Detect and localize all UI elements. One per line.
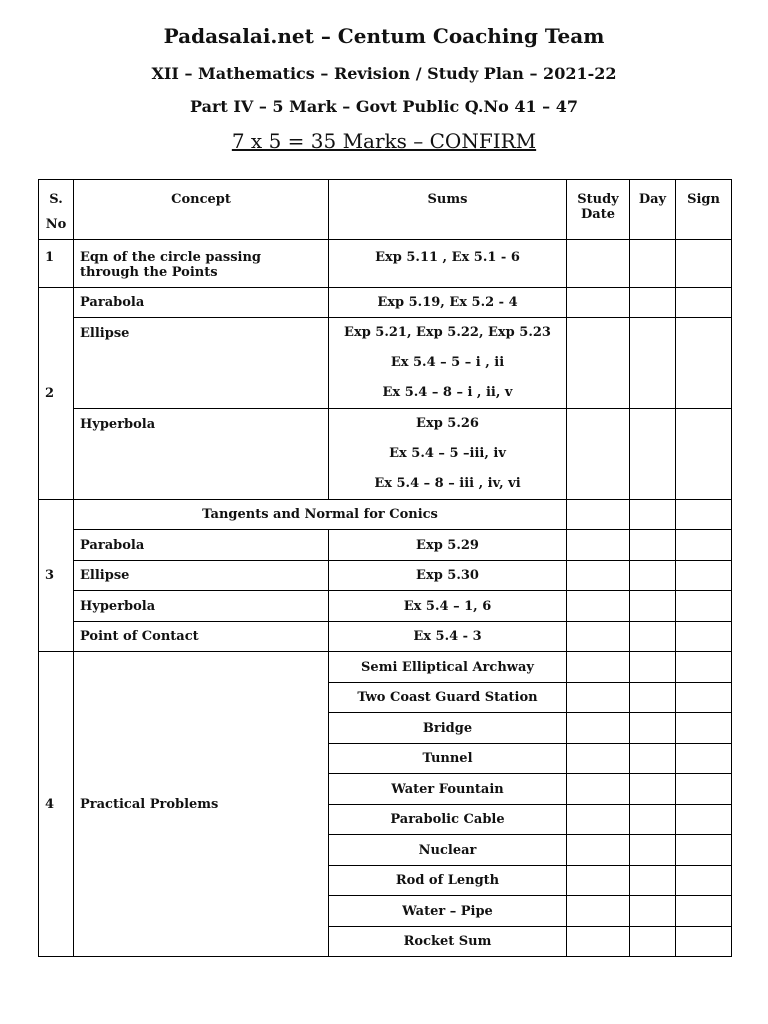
study-date-cell[interactable] bbox=[567, 744, 630, 774]
sign-cell[interactable] bbox=[676, 318, 732, 409]
page-title: Padasalai.net – Centum Coaching Team bbox=[163, 24, 605, 48]
table-header-row bbox=[39, 180, 732, 240]
row-sums: Exp 5.11 , Ex 5.1 - 6 bbox=[329, 240, 567, 288]
day-cell[interactable] bbox=[630, 240, 676, 288]
sign-cell[interactable] bbox=[676, 240, 732, 288]
day-cell[interactable] bbox=[630, 622, 676, 652]
study-date-cell[interactable] bbox=[567, 622, 630, 652]
study-date-cell[interactable] bbox=[567, 805, 630, 835]
row-concept: Practical Problems bbox=[74, 652, 329, 957]
header-study-date: Study Date bbox=[567, 180, 630, 240]
sign-cell[interactable] bbox=[676, 835, 732, 866]
day-cell[interactable] bbox=[630, 652, 676, 683]
study-date-cell[interactable] bbox=[567, 409, 630, 500]
row-sums: Semi Elliptical Archway bbox=[329, 652, 567, 683]
header-sno: S. No bbox=[39, 180, 74, 240]
sign-cell[interactable] bbox=[676, 500, 732, 530]
day-cell[interactable] bbox=[630, 318, 676, 409]
sign-cell[interactable] bbox=[676, 927, 732, 957]
day-cell[interactable] bbox=[630, 896, 676, 927]
sign-cell[interactable] bbox=[676, 622, 732, 652]
sign-cell[interactable] bbox=[676, 530, 732, 561]
row-concept: Ellipse bbox=[74, 561, 329, 591]
row-concept: Parabola bbox=[74, 288, 329, 318]
study-date-cell[interactable] bbox=[567, 866, 630, 896]
sign-cell[interactable] bbox=[676, 744, 732, 774]
page-subtitle: XII – Mathematics – Revision / Study Plan – 2021-22 bbox=[151, 64, 617, 83]
table-row bbox=[39, 652, 732, 683]
study-date-cell[interactable] bbox=[567, 288, 630, 318]
study-date-cell[interactable] bbox=[567, 240, 630, 288]
sign-cell[interactable] bbox=[676, 409, 732, 500]
day-cell[interactable] bbox=[630, 683, 676, 713]
table-row bbox=[39, 500, 732, 530]
row-concept: Eqn of the circle passing through the Points bbox=[74, 240, 329, 288]
row-concept: Hyperbola bbox=[74, 591, 329, 622]
sign-cell[interactable] bbox=[676, 561, 732, 591]
row-sums: Exp 5.19, Ex 5.2 - 4 bbox=[329, 288, 567, 318]
table-row bbox=[39, 561, 732, 591]
study-date-cell[interactable] bbox=[567, 774, 630, 805]
study-date-cell[interactable] bbox=[567, 683, 630, 713]
row-sums: Two Coast Guard Station bbox=[329, 683, 567, 713]
marks-heading: 7 x 5 = 35 Marks – CONFIRM bbox=[231, 129, 537, 153]
study-date-cell[interactable] bbox=[567, 318, 630, 409]
day-cell[interactable] bbox=[630, 927, 676, 957]
sign-cell[interactable] bbox=[676, 774, 732, 805]
day-cell[interactable] bbox=[630, 288, 676, 318]
row-sno: 4 bbox=[39, 652, 74, 957]
row-sno: 2 bbox=[39, 288, 74, 500]
row-sno: 3 bbox=[39, 500, 74, 652]
row-sums: Nuclear bbox=[329, 835, 567, 866]
sign-cell[interactable] bbox=[676, 591, 732, 622]
study-plan-table bbox=[38, 179, 732, 957]
row-sums: Bridge bbox=[329, 713, 567, 744]
row-sums: Exp 5.26 Ex 5.4 – 5 –iii, iv Ex 5.4 – 8 – iii , iv, vi bbox=[329, 409, 567, 500]
day-cell[interactable] bbox=[630, 713, 676, 744]
header-concept: Concept bbox=[74, 180, 329, 240]
row-sums: Exp 5.21, Exp 5.22, Exp 5.23 Ex 5.4 – 5 – i , ii Ex 5.4 – 8 – i , ii, v bbox=[329, 318, 567, 409]
row-sums: Rod of Length bbox=[329, 866, 567, 896]
row-concept: Parabola bbox=[74, 530, 329, 561]
header-day: Day bbox=[630, 180, 676, 240]
row-sums: Water – Pipe bbox=[329, 896, 567, 927]
row-concept: Hyperbola bbox=[74, 409, 329, 500]
day-cell[interactable] bbox=[630, 409, 676, 500]
table-row bbox=[39, 409, 732, 500]
row-sums: Exp 5.29 bbox=[329, 530, 567, 561]
table-row bbox=[39, 591, 732, 622]
sign-cell[interactable] bbox=[676, 866, 732, 896]
day-cell[interactable] bbox=[630, 866, 676, 896]
study-date-cell[interactable] bbox=[567, 561, 630, 591]
sign-cell[interactable] bbox=[676, 713, 732, 744]
study-date-cell[interactable] bbox=[567, 896, 630, 927]
day-cell[interactable] bbox=[630, 530, 676, 561]
day-cell[interactable] bbox=[630, 500, 676, 530]
row-concept: Point of Contact bbox=[74, 622, 329, 652]
sign-cell[interactable] bbox=[676, 896, 732, 927]
study-date-cell[interactable] bbox=[567, 835, 630, 866]
row-sums: Exp 5.30 bbox=[329, 561, 567, 591]
day-cell[interactable] bbox=[630, 835, 676, 866]
study-date-cell[interactable] bbox=[567, 652, 630, 683]
study-date-cell[interactable] bbox=[567, 591, 630, 622]
day-cell[interactable] bbox=[630, 591, 676, 622]
day-cell[interactable] bbox=[630, 805, 676, 835]
table-row bbox=[39, 318, 732, 409]
sign-cell[interactable] bbox=[676, 683, 732, 713]
day-cell[interactable] bbox=[630, 744, 676, 774]
table-row bbox=[39, 288, 732, 318]
sign-cell[interactable] bbox=[676, 805, 732, 835]
study-date-cell[interactable] bbox=[567, 927, 630, 957]
row-concept: Ellipse bbox=[74, 318, 329, 409]
header-sign: Sign bbox=[676, 180, 732, 240]
table-row bbox=[39, 622, 732, 652]
table-row bbox=[39, 240, 732, 288]
row-sno: 1 bbox=[39, 240, 74, 288]
row-sums: Water Fountain bbox=[329, 774, 567, 805]
sign-cell[interactable] bbox=[676, 652, 732, 683]
sign-cell[interactable] bbox=[676, 288, 732, 318]
row-sums: Ex 5.4 - 3 bbox=[329, 622, 567, 652]
part-heading: Part IV – 5 Mark – Govt Public Q.No 41 – 47 bbox=[190, 97, 578, 116]
study-date-cell[interactable] bbox=[567, 530, 630, 561]
study-date-cell[interactable] bbox=[567, 713, 630, 744]
row-sums: Parabolic Cable bbox=[329, 805, 567, 835]
row-sums: Ex 5.4 – 1, 6 bbox=[329, 591, 567, 622]
header-sums: Sums bbox=[329, 180, 567, 240]
day-cell[interactable] bbox=[630, 561, 676, 591]
row-sums: Tunnel bbox=[329, 744, 567, 774]
row-heading: Tangents and Normal for Conics bbox=[74, 500, 567, 530]
day-cell[interactable] bbox=[630, 774, 676, 805]
table-row bbox=[39, 530, 732, 561]
row-sums: Rocket Sum bbox=[329, 927, 567, 957]
study-date-cell[interactable] bbox=[567, 500, 630, 530]
